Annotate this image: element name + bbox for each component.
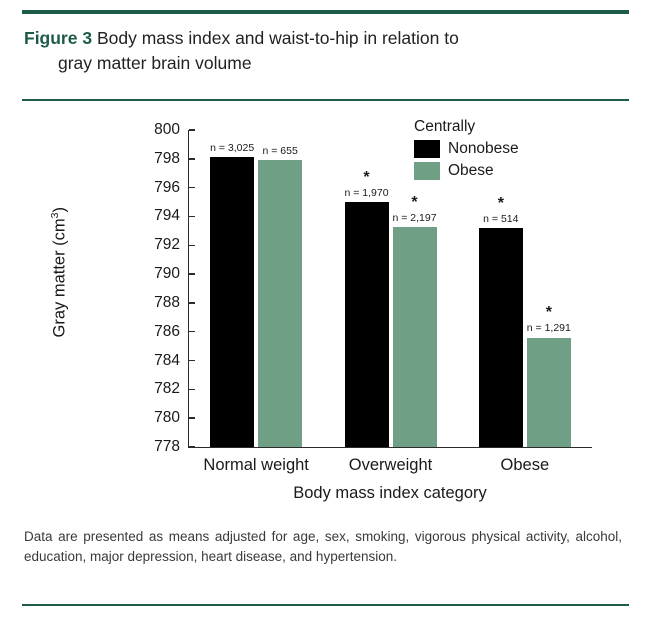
bar-overweight-obese xyxy=(393,227,437,447)
y-axis-tickmark xyxy=(189,129,195,130)
significance-asterisk: * xyxy=(497,194,504,212)
bar-count-label: n = 1,970 xyxy=(344,187,389,200)
top-divider xyxy=(22,10,629,14)
legend-label-nonobese: Nonobese xyxy=(448,140,519,157)
x-axis-tick-label: Overweight xyxy=(348,456,433,474)
figure-label: Figure 3 xyxy=(24,28,93,48)
y-axis-tickmark xyxy=(189,331,195,332)
significance-asterisk: * xyxy=(545,304,552,322)
y-axis-tick: 790 xyxy=(154,265,189,283)
figure-caption-line1: Body mass index and waist-to-hip in relation to xyxy=(96,28,459,48)
x-axis-tick-label: Normal weight xyxy=(203,456,309,474)
y-axis-tick: 800 xyxy=(154,121,189,139)
y-axis-tick: 788 xyxy=(154,294,189,312)
y-axis-label-suffix: ) xyxy=(50,206,69,213)
legend-label-obese: Obese xyxy=(448,162,494,179)
legend-swatch-nonobese xyxy=(414,140,440,158)
bar-count-label: n = 3,025 xyxy=(210,142,255,155)
y-axis-tick: 792 xyxy=(154,236,189,254)
y-axis-tickmark xyxy=(189,187,195,188)
y-axis-label-superscript: 3 xyxy=(48,212,61,219)
y-axis-tick: 796 xyxy=(154,179,189,197)
significance-asterisk: * xyxy=(363,169,370,187)
bar-chart xyxy=(22,112,629,505)
x-axis-tick-label: Obese xyxy=(500,456,550,474)
y-axis-tickmark xyxy=(189,245,195,246)
significance-asterisk: * xyxy=(411,193,418,211)
bar-count-label: n = 655 xyxy=(262,145,298,158)
chart-legend xyxy=(414,118,519,180)
y-axis-tick: 784 xyxy=(154,352,189,370)
bar-count-label: n = 2,197 xyxy=(392,211,437,224)
legend-title: Centrally xyxy=(414,118,476,135)
bottom-divider xyxy=(22,604,629,606)
legend-item-nonobese xyxy=(414,140,519,158)
y-axis-tickmark xyxy=(189,158,195,159)
bar-count-label: n = 1,291 xyxy=(526,322,571,335)
y-axis-tickmark xyxy=(189,273,195,274)
bar-count-label: n = 514 xyxy=(483,212,519,225)
legend-item-obese xyxy=(414,162,519,180)
y-axis-tick: 786 xyxy=(154,323,189,341)
y-axis-tickmark xyxy=(189,446,195,447)
y-axis-label xyxy=(49,157,70,387)
y-axis-tick: 798 xyxy=(154,150,189,168)
figure-footnote: Data are presented as means adjusted for age, sex, smoking, vigorous physical activity, alcohol, education, major depression, heart disease, and hypertension. xyxy=(24,529,622,564)
figure-caption xyxy=(24,26,624,76)
figure-caption-line2: gray matter brain volume xyxy=(58,52,252,73)
y-axis-label-text: Gray matter (cm xyxy=(50,218,69,338)
y-axis-tick: 794 xyxy=(154,207,189,225)
y-axis-tick: 778 xyxy=(154,438,189,456)
legend-swatch-obese xyxy=(414,162,440,180)
bar-normal-weight-obese xyxy=(258,160,302,447)
bar-overweight-nonobese xyxy=(345,202,389,447)
y-axis-tick: 782 xyxy=(154,380,189,398)
bar-obese-nonobese xyxy=(479,228,523,447)
y-axis-tickmark xyxy=(189,360,195,361)
caption-divider xyxy=(22,99,629,101)
y-axis-tickmark xyxy=(189,417,195,418)
bar-obese-obese xyxy=(527,338,571,448)
y-axis-tick: 780 xyxy=(154,409,189,427)
y-axis-tickmark xyxy=(189,302,195,303)
x-axis-label: Body mass index category xyxy=(293,484,487,502)
y-axis-tickmark xyxy=(189,389,195,390)
y-axis-tickmark xyxy=(189,216,195,217)
bar-normal-weight-nonobese xyxy=(210,157,254,447)
